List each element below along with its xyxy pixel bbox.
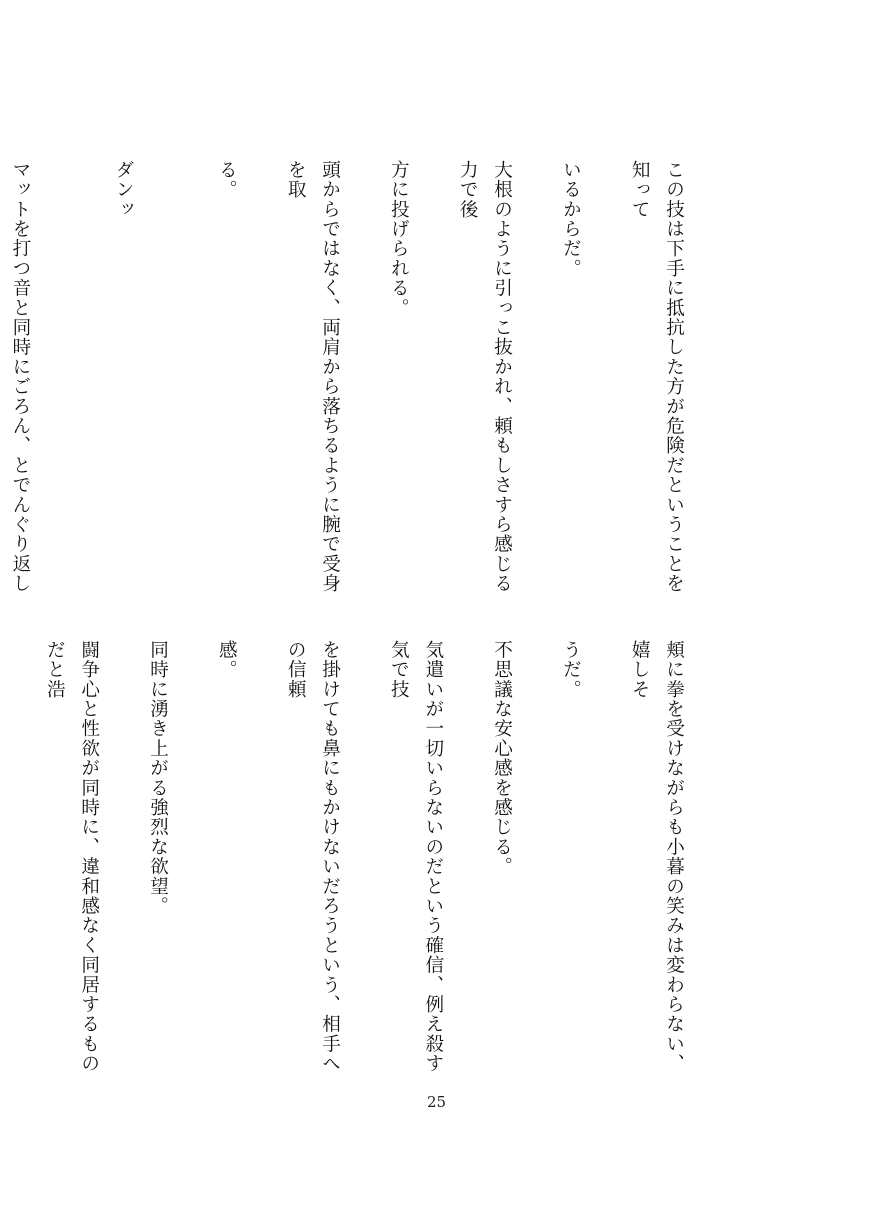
text-line: ダンッ [113, 160, 135, 220]
text-line: る。 [216, 160, 238, 200]
text-line: 不思議な安心感を感じる。 [491, 640, 513, 877]
text-line: 同時に湧き上がる強烈な欲望。 [147, 640, 169, 916]
text-line: 頬に拳を受けながらも小暮の笑みは変わらない、嬉しそ [629, 640, 685, 1074]
text-line: いるからだ。 [560, 160, 582, 279]
text-line: を掛けても鼻にもかけないだろうという、相手への信頼 [285, 640, 341, 1074]
text-line: 大根のように引っこ抜かれ、頼もしさすら感じる力で後 [457, 160, 513, 594]
text-line: 方に投げられる。 [388, 160, 410, 318]
page-number: 25 [426, 1093, 447, 1111]
text-line: 闘争心と性欲が同時に、違和感なく同居するものだと浩 [44, 640, 100, 1074]
text-line: 頭からではなく、両肩から落ちるように腕で受身を取 [285, 160, 341, 594]
text-line [0, 640, 2, 1080]
text-line: 気遣いが一切いらないのだという確信、例え殺す気で技 [388, 640, 444, 1074]
text-line: うだ。 [560, 640, 582, 700]
text-line: 感。 [216, 640, 238, 680]
text-line: この技は下手に抵抗した方が危険だということを知って [629, 160, 685, 594]
upper-text-block [9, 160, 725, 600]
text-line: マットを打つ音と同時にごろん、とでんぐり返し [9, 160, 31, 594]
lower-text-block [44, 640, 725, 1080]
